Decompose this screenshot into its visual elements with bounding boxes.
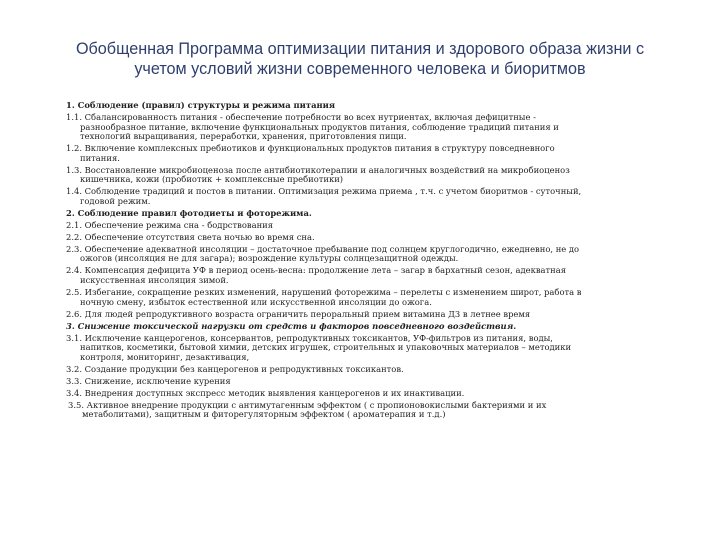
list-item-2-3: 2.3. Обеспечение адекватной инсоляции – достаточное пребывание под солнцем круглогодично, ежедневно, не до ожогов (инсоляция не для загара); возрождение культуры солнцезащитной одежды.	[66, 243, 580, 264]
slide-title-line-2: учетом условий жизни современного человека и биоритмов	[134, 60, 586, 78]
list-item-2-2: 2.2. Обеспечение отсутствия света ночью во время сна.	[66, 231, 315, 242]
list-item-1-2: 1.2. Включение комплексных пребиотиков и функциональных продуктов питания в структуру повседневного питания.	[66, 143, 555, 163]
list-item-2-4: 2.4. Компенсация дефицита УФ в период осень-весна: продолжение лета – загар в бархатный сезон, адекватная искусственная инсоляция зимой.	[66, 265, 567, 286]
list-item-1-4: 1.4. Соблюдение традиций и постов в питании. Оптимизация режима приема , т.ч. с учетом биоритмов - суточный, годовой режим.	[66, 186, 582, 206]
list-item-3-4: 3.4. Внедрения доступных экспресс методик выявления канцерогенов и их инактивации.	[66, 387, 465, 398]
list-item-3-5: 3.5. Активное внедрение продукции с антимутагенным эффектом ( с пропионовокислыми бактериями и их метаболитами), защитным и фиторегуляторным эффектом ( ароматерапия и т.д.)	[68, 399, 547, 420]
list-item-3-3: 3.3. Снижение, исключение курения	[66, 375, 231, 386]
list-item-2-1: 2.1. Обеспечение режима сна - бодрствования	[66, 219, 274, 230]
program-list	[66, 101, 666, 422]
list-item-2-5: 2.5. Избегание, сокращение резких изменений, нарушений фоторежима – перелеты с изменением широт, работа в ночную смену, избыток естественной или искусственной инсоляции до ожога.	[66, 287, 582, 307]
slide-title-line-1: Обобщенная Программа оптимизации питания и здорового образа жизни с	[75, 40, 645, 58]
list-item-2-6: 2.6. Для людей репродуктивного возраста ограничить пероральный прием витамина Д3 в летнее время	[66, 308, 531, 319]
list-item-3-2: 3.2. Создание продукции без канцерогенов и репродуктивных токсикантов.	[66, 363, 404, 374]
list-item-1-3: 1.3. Восстановление микробиоценоза после антибиотикотерапии и аналогичных воздействий на микробиоценоз кишечника, кожи (пробиотик + комплексные пребиотики)	[66, 164, 570, 185]
slide-title	[30, 39, 690, 79]
section-header-1: 1. Соблюдение (правил) структуры и режима питания	[66, 100, 336, 110]
list-item-1-1: 1.1. Сбалансированность питания - обеспечение потребности во всех нутриентах, включая дефицитные - разнообразное питание, включение функциональных продуктов питания, соблюдение традиций питания и технологий выращивания, переработки, хранения, приготовления пищи.	[66, 111, 559, 142]
section-header-2: 2. Соблюдение правил фотодиеты и фоторежима.	[66, 207, 312, 218]
section-header-3: 3. Снижение токсической нагрузки от средств и факторов повседневного воздействия.	[66, 320, 517, 331]
list-item-3-1: 3.1. Исключение канцерогенов, консервантов, репродуктивных токсикантов, УФ-фильтров из питания, воды, напитков, косметики, бытовой химии, детских игрушек, строительных и упаковочных материалов – методики контроля, мониторинг, дезактивация,	[66, 332, 572, 362]
